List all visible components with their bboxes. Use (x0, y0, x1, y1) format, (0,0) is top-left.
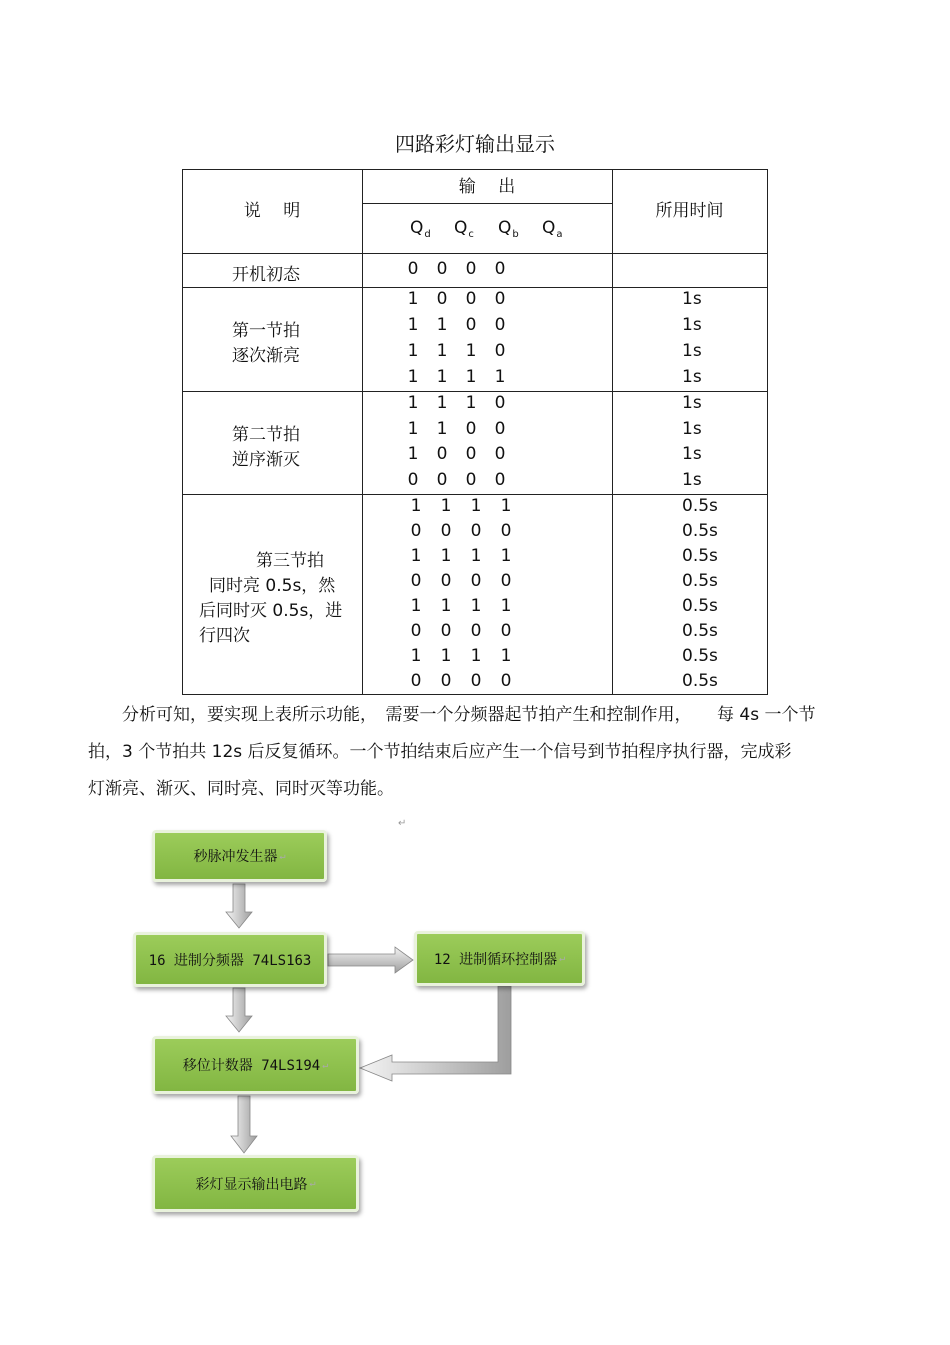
bit-cell: 0 (410, 570, 422, 591)
bit-cell: 0 (410, 620, 422, 641)
time-cell: 0.5s (682, 570, 718, 591)
loop-controller-box (414, 931, 585, 986)
paragraph-line: 拍，3 个节拍共 12s 后反复循环。一个节拍结束后应产生一个信号到节拍程序执行器，完成彩 (88, 742, 792, 762)
bit-cell: 0 (465, 444, 477, 465)
bit-cell: 1 (470, 495, 482, 516)
bit-cell: 1 (465, 367, 477, 387)
bit-cell: 0 (410, 670, 422, 691)
bit-cell: 1 (494, 367, 506, 387)
bit-cell: 1 (410, 545, 422, 566)
output-circuit-box (152, 1155, 359, 1212)
bit-cell: 1 (436, 418, 448, 439)
bit-cell: 1 (465, 392, 477, 413)
bit-cell: 0 (494, 289, 506, 309)
bit-cell: 1 (470, 595, 482, 616)
bit-cell: 1 (407, 289, 419, 309)
loop-controller-label: 12 进制循环控制器 (433, 951, 558, 968)
pulse-generator-label: 秒脉冲发生器 (193, 849, 278, 865)
q-subscript: b (512, 229, 519, 240)
bit-cell: 0 (407, 259, 419, 279)
return-mark-icon: ↵ (322, 1059, 329, 1071)
bit-cell: 1 (407, 341, 419, 361)
bit-cell: 0 (407, 470, 419, 491)
return-mark-icon: ↵ (559, 953, 566, 964)
time-cell: 0.5s (682, 620, 718, 641)
bit-cell: 0 (465, 315, 477, 335)
time-cell: 1s (682, 341, 702, 361)
bit-cell: 1 (410, 645, 422, 666)
arrow-loop-to-shift (360, 986, 511, 1081)
pulse-generator-box (152, 830, 327, 882)
q-base: Q (410, 218, 424, 238)
return-mark-icon: ↵ (279, 850, 286, 862)
bit-cell: 1 (500, 595, 512, 616)
q-base: Q (498, 218, 512, 238)
arrow-pulse-to-divider (226, 884, 252, 928)
group-description: 后同时灭 0.5s，进 (199, 601, 343, 621)
bit-cell: 1 (500, 645, 512, 666)
time-cell: 1s (682, 289, 702, 309)
time-cell: 0.5s (682, 545, 718, 566)
group-description: 行四次 (199, 626, 250, 646)
bit-cell: 1 (407, 367, 419, 387)
bit-cell: 0 (436, 470, 448, 491)
header-time: 所用时间 (655, 201, 724, 221)
q-subscript: c (468, 229, 474, 240)
bit-cell: 0 (465, 470, 477, 491)
time-cell: 1s (682, 418, 702, 439)
header-desc: 说 明 (243, 201, 301, 221)
bit-cell: 0 (436, 444, 448, 465)
arrow-divider-to-loop (328, 947, 413, 973)
bit-cell: 1 (440, 495, 452, 516)
bit-cell: 0 (470, 620, 482, 641)
shift-counter-label: 移位计数器 74LS194 (182, 1058, 321, 1074)
bit-cell: 0 (494, 470, 506, 491)
q-subscript: a (556, 229, 563, 240)
arrow-divider-to-shift (226, 988, 252, 1032)
bit-cell: 1 (440, 645, 452, 666)
bit-cell: 0 (440, 570, 452, 591)
time-cell: 1s (682, 444, 702, 465)
bit-cell: 0 (494, 259, 506, 279)
bit-cell: 0 (440, 670, 452, 691)
time-cell: 1s (682, 367, 702, 387)
header-output: 输 出 (458, 177, 516, 197)
time-cell: 1s (682, 392, 702, 413)
bit-cell: 1 (407, 315, 419, 335)
divider-box (133, 932, 327, 987)
bit-cell: 0 (465, 418, 477, 439)
q-subscript: d (424, 229, 431, 240)
bit-cell: 1 (436, 315, 448, 335)
bit-cell: 0 (470, 570, 482, 591)
bit-cell: 0 (465, 289, 477, 309)
time-cell: 0.5s (682, 495, 718, 516)
bit-cell: 0 (470, 670, 482, 691)
bit-cell: 0 (500, 520, 512, 541)
time-cell: 1s (682, 470, 702, 491)
output-circuit-label: 彩灯显示输出电路 (195, 1176, 308, 1193)
group-description: 同时亮 0.5s，然 (209, 576, 336, 596)
bit-cell: 1 (500, 545, 512, 566)
bit-cell: 1 (500, 495, 512, 516)
bit-cell: 0 (410, 520, 422, 541)
divider-label: 16 进制分频器 74LS163 (148, 952, 312, 969)
shift-counter-box (152, 1036, 359, 1094)
group-description: 第三节拍 (256, 551, 324, 571)
paragraph-line: 灯渐亮、渐灭、同时亮、同时灭等功能。 (88, 779, 394, 799)
time-cell: 0.5s (682, 670, 718, 691)
bit-cell: 0 (494, 444, 506, 465)
q-base: Q (542, 218, 556, 238)
group-description: 逐次渐亮 (232, 346, 300, 366)
q-base: Q (454, 218, 468, 238)
bit-cell: 1 (440, 595, 452, 616)
group-description: 第二节拍 (232, 424, 300, 445)
bit-cell: 1 (407, 418, 419, 439)
bit-cell: 1 (407, 444, 419, 465)
bit-cell: 1 (440, 545, 452, 566)
time-cell: 0.5s (682, 595, 718, 616)
bit-cell: 1 (436, 341, 448, 361)
bit-cell: 1 (407, 392, 419, 413)
bit-cell: 1 (410, 495, 422, 516)
arrow-shift-to-output (231, 1096, 257, 1153)
group-description: 逆序渐灭 (232, 449, 300, 470)
stray-return-mark-icon: ↵ (398, 818, 407, 829)
bit-cell: 0 (494, 392, 506, 413)
bit-cell: 0 (440, 520, 452, 541)
time-cell: 1s (682, 315, 702, 335)
bit-cell: 0 (494, 418, 506, 439)
bit-cell: 1 (470, 545, 482, 566)
return-mark-icon: ↵ (309, 1178, 316, 1189)
bit-cell: 1 (436, 367, 448, 387)
bit-cell: 1 (436, 392, 448, 413)
group-description: 第一节拍 (232, 321, 300, 341)
bit-cell: 0 (436, 289, 448, 309)
bit-cell: 0 (500, 620, 512, 641)
bit-cell: 0 (465, 259, 477, 279)
bit-cell: 1 (410, 595, 422, 616)
bit-cell: 0 (500, 670, 512, 691)
bit-cell: 0 (494, 341, 506, 361)
table-title: 四路彩灯输出显示 (395, 132, 555, 156)
bit-cell: 0 (494, 315, 506, 335)
bit-cell: 0 (470, 520, 482, 541)
bit-cell: 1 (465, 341, 477, 361)
bit-cell: 0 (436, 259, 448, 279)
time-cell: 0.5s (682, 520, 718, 541)
bit-cell: 1 (470, 645, 482, 666)
bit-cell: 0 (500, 570, 512, 591)
bit-cell: 0 (440, 620, 452, 641)
group-description: 开机初态 (232, 264, 300, 285)
time-cell: 0.5s (682, 645, 718, 666)
paragraph-line: 分析可知，要实现上表所示功能， 需要一个分频器起节拍产生和控制作用， 每 4s 一个节 (88, 705, 816, 725)
